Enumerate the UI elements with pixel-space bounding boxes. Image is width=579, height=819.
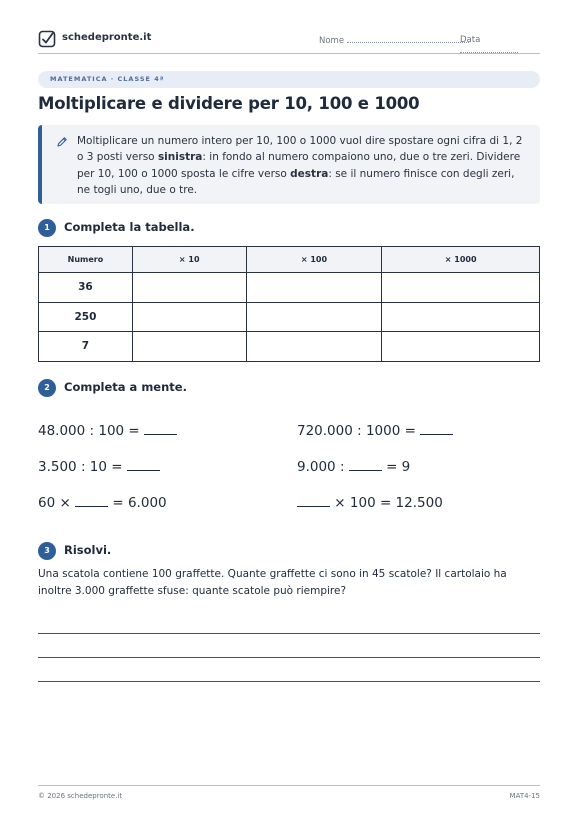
row-number: 250 <box>39 302 133 332</box>
exercise-title: Completa a mente. <box>64 380 187 394</box>
multiplication-table <box>38 246 540 362</box>
exercise-title: Completa la tabella. <box>64 220 195 234</box>
date-field[interactable] <box>460 35 540 56</box>
answer-blank[interactable] <box>349 459 382 471</box>
item-text: = 6.000 <box>108 495 167 511</box>
page-footer <box>38 785 540 805</box>
answer-cell[interactable] <box>382 273 540 303</box>
intro-part-2: : in fondo al numero compaiono uno, due o tre zeri. Dividere per 10, 100 o 1000 sposta le cifre verso <box>77 151 521 180</box>
mental-math-item <box>38 459 160 475</box>
item-text: 720.000 : 1000 = <box>297 423 421 439</box>
answer-cell[interactable] <box>246 302 382 332</box>
intro-part-1: Moltiplicare un numero intero per 10, 100 o 1000 vuol dire spostare ogni cifra di 1, 2 o 3 posti verso <box>77 135 523 164</box>
mental-math-item <box>38 423 177 439</box>
item-text: = 9 <box>381 459 411 475</box>
name-dotted-line <box>347 35 469 43</box>
exercise-number-badge: 2 <box>38 379 56 397</box>
answer-cell[interactable] <box>382 332 540 362</box>
answer-cell[interactable] <box>132 302 246 332</box>
date-dotted-line <box>460 45 518 53</box>
answer-line[interactable] <box>38 633 540 634</box>
answer-blank[interactable] <box>297 495 330 507</box>
date-label: Data <box>460 35 481 45</box>
answer-blank[interactable] <box>144 423 177 435</box>
answer-blank[interactable] <box>75 495 108 507</box>
name-label: Nome <box>319 36 345 46</box>
column-header: × 10 <box>132 247 246 273</box>
page-header <box>38 30 540 54</box>
mental-math-item <box>297 459 410 475</box>
table-row <box>39 273 540 303</box>
answer-blank[interactable] <box>420 423 453 435</box>
word-problem-text: Una scatola contiene 100 graffette. Quante graffette ci sono in 45 scatole? Il cartolaio ha inoltre 3.000 graffette sfuse: quante scatole può riempire? <box>38 568 507 597</box>
table-row <box>39 332 540 362</box>
item-text: 3.500 : 10 = <box>38 459 127 475</box>
checklist-logo-icon <box>38 30 56 48</box>
table-row <box>39 302 540 332</box>
row-number: 7 <box>39 332 133 362</box>
column-header: Numero <box>39 247 133 273</box>
answer-line[interactable] <box>38 681 540 682</box>
pencil-icon <box>56 136 68 148</box>
column-header: × 100 <box>246 247 382 273</box>
exercise-title: Risolvi. <box>64 543 112 557</box>
item-text: 60 × <box>38 495 76 511</box>
intro-bold-right: destra <box>290 167 329 180</box>
intro-part-3: : se il numero finisce con degli zeri, ne togli uno, due o tre. <box>77 167 515 196</box>
intro-box <box>38 125 540 204</box>
answer-cell[interactable] <box>246 273 382 303</box>
copyright-text: © 2026 schedepronte.it <box>38 792 123 800</box>
worksheet-code: MAT4-15 <box>509 792 540 800</box>
site-name: schedepronte.it <box>62 32 152 43</box>
category-badge: MATEMATICA · CLASSE 4ª <box>38 71 540 88</box>
exercise-number-badge: 1 <box>38 219 56 237</box>
item-text: 9.000 : <box>297 459 349 475</box>
page-title: Moltiplicare e dividere per 10, 100 e 1000 <box>38 94 420 113</box>
answer-cell[interactable] <box>382 302 540 332</box>
row-number: 36 <box>39 273 133 303</box>
intro-text <box>77 133 529 198</box>
mental-math-item <box>297 423 453 439</box>
answer-cell[interactable] <box>132 332 246 362</box>
name-field[interactable] <box>319 35 469 46</box>
column-header: × 1000 <box>382 247 540 273</box>
item-text: × 100 = 12.500 <box>330 495 443 511</box>
answer-cell[interactable] <box>132 273 246 303</box>
table-header-row <box>39 247 540 273</box>
answer-line[interactable] <box>38 657 540 658</box>
item-text: 48.000 : 100 = <box>38 423 145 439</box>
mental-math-item <box>38 495 167 511</box>
exercise-number-badge: 3 <box>38 542 56 560</box>
intro-bold-left: sinistra <box>157 151 203 164</box>
answer-cell[interactable] <box>246 332 382 362</box>
mental-math-item <box>297 495 443 511</box>
answer-blank[interactable] <box>127 459 160 471</box>
